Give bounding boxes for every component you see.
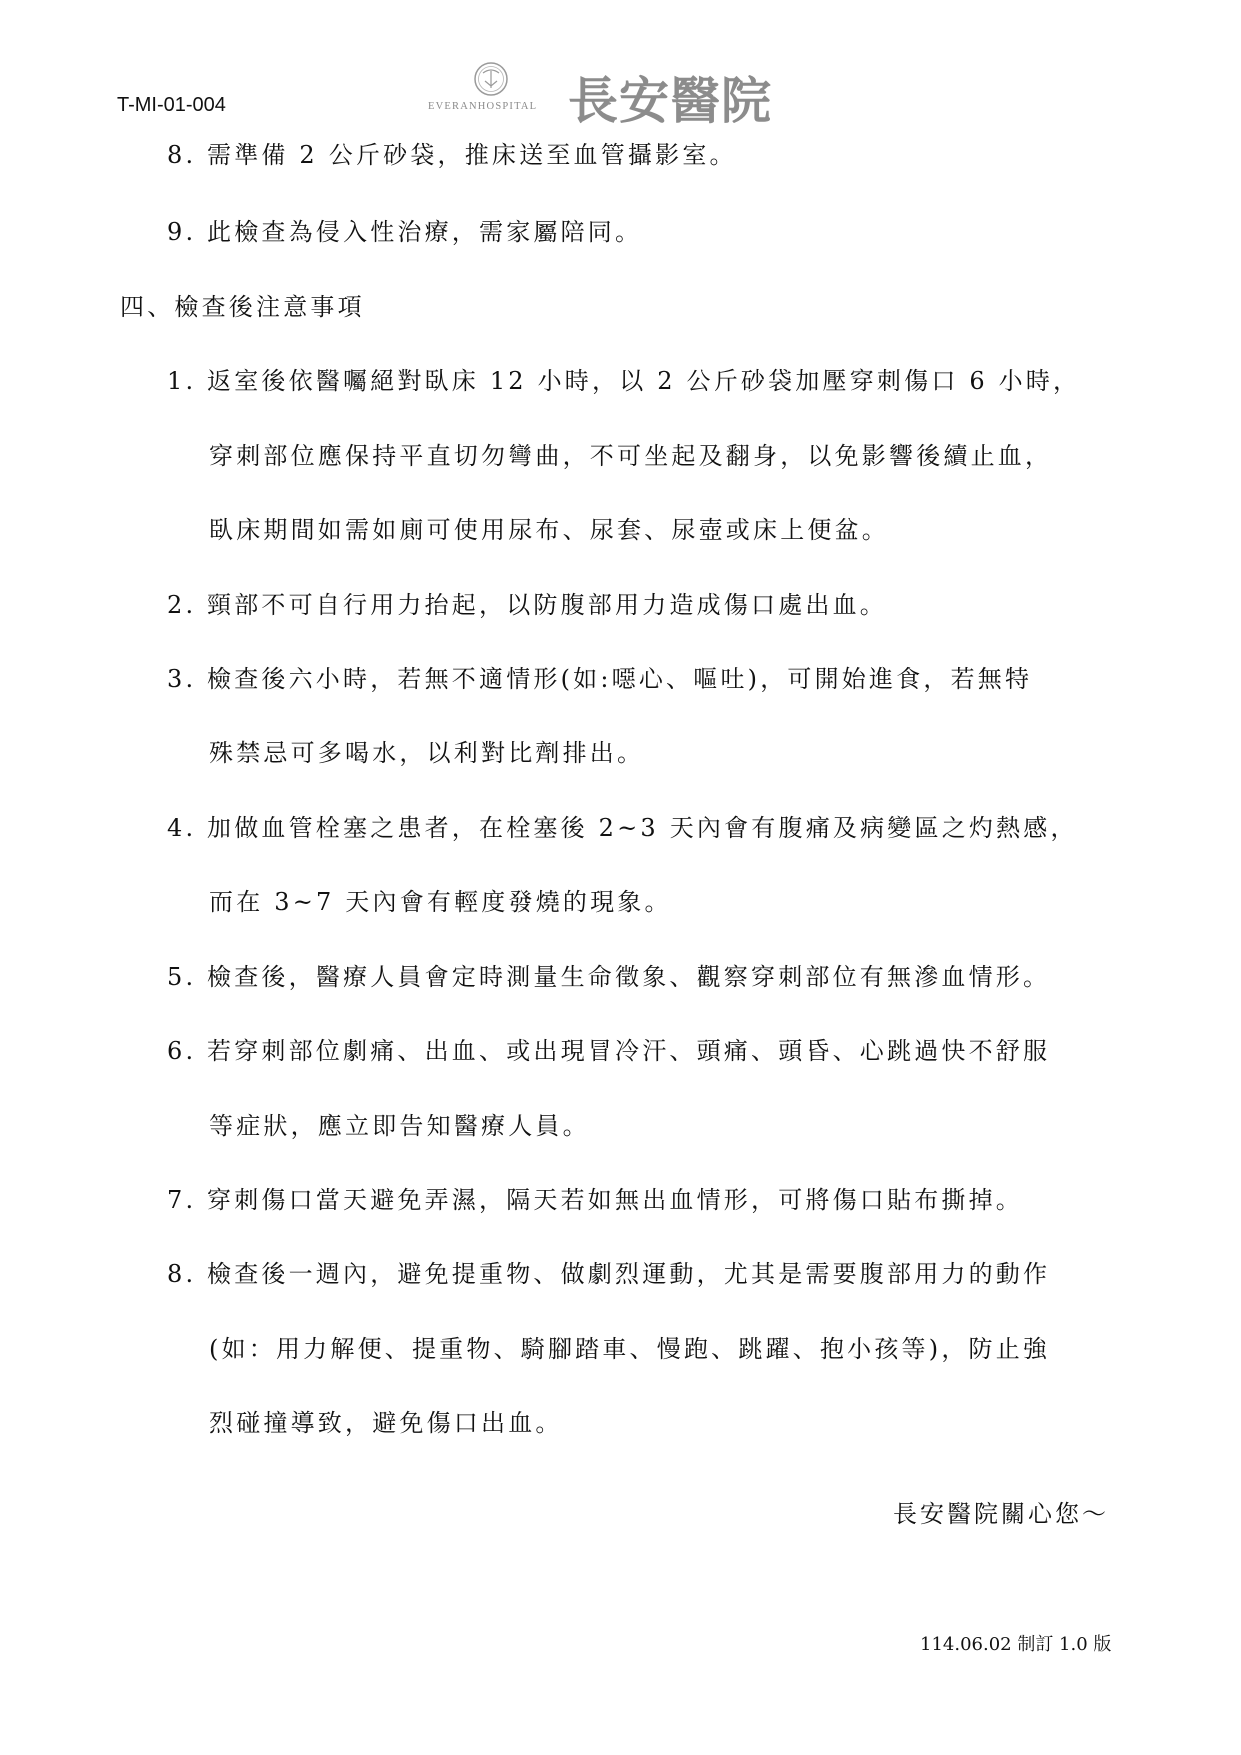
post-item-8 xyxy=(167,1262,1050,1286)
post-item-3 xyxy=(167,667,1032,691)
version-note: 114.06.02 制訂 1.0 版 xyxy=(920,1634,1112,1655)
post-item-8-line-3: 烈碰撞導致，避免傷口出血。 xyxy=(209,1409,563,1437)
post-item-8-line-2: (如：用力解便、提重物、騎腳踏車、慢跑、跳躍、抱小孩等)，防止強 xyxy=(209,1335,1051,1363)
item-text: 此檢查為侵入性治療，需家屬陪同。 xyxy=(207,218,643,246)
item-number: 8. xyxy=(167,1260,197,1288)
post-item-3-line-2: 殊禁忌可多喝水，以利對比劑排出。 xyxy=(209,739,645,767)
item-text: 需準備 2 公斤砂袋，推床送至血管攝影室。 xyxy=(207,141,737,169)
item-number: 2. xyxy=(167,591,197,619)
item-number: 1. xyxy=(167,367,197,395)
item-number: 7. xyxy=(167,1186,197,1214)
pre-item-8 xyxy=(167,143,737,167)
post-item-6 xyxy=(167,1039,1050,1063)
item-number: 9. xyxy=(167,218,197,246)
item-number: 4. xyxy=(167,814,197,842)
post-item-2 xyxy=(167,593,887,617)
item-number: 3. xyxy=(167,665,197,693)
item-text: 返室後依醫囑絕對臥床 12 小時，以 2 公斤砂袋加壓穿刺傷口 6 小時， xyxy=(207,367,1081,395)
post-item-5 xyxy=(167,965,1050,989)
post-item-1 xyxy=(167,369,1080,393)
item-text: 頸部不可自行用力抬起，以防腹部用力造成傷口處出血。 xyxy=(207,591,887,619)
item-number: 5. xyxy=(167,963,197,991)
item-text: 若穿刺部位劇痛、出血、或出現冒冷汗、頭痛、頭昏、心跳過快不舒服 xyxy=(207,1037,1051,1065)
item-text: 加做血管栓塞之患者，在栓塞後 2~3 天內會有腹痛及病變區之灼熱感， xyxy=(207,814,1078,842)
pre-item-9 xyxy=(167,220,642,244)
logo-english-name: EVERANHOSPITAL xyxy=(428,101,538,112)
document-code: T-MI-01-004 xyxy=(117,94,226,116)
logo-chinese-name: 長安醫院 xyxy=(568,72,772,130)
post-item-6-line-2: 等症狀，應立即告知醫療人員。 xyxy=(209,1112,590,1140)
post-item-1-line-2: 穿刺部位應保持平直切勿彎曲，不可坐起及翻身，以免影響後續止血， xyxy=(209,442,1053,470)
closing-message: 長安醫院關心您～ xyxy=(893,1500,1109,1528)
section-heading: 四、檢查後注意事項 xyxy=(120,293,365,321)
hospital-emblem-icon xyxy=(471,59,511,99)
post-item-4-line-2: 而在 3~7 天內會有輕度發燒的現象。 xyxy=(209,888,672,916)
item-number: 6. xyxy=(167,1037,197,1065)
post-item-1-line-3: 臥床期間如需如廁可使用尿布、尿套、尿壺或床上便盆。 xyxy=(209,516,889,544)
item-number: 8. xyxy=(167,141,197,169)
item-text: 檢查後，醫療人員會定時測量生命徵象、觀察穿刺部位有無滲血情形。 xyxy=(207,963,1051,991)
post-item-4 xyxy=(167,816,1078,840)
item-text: 穿刺傷口當天避免弄濕，隔天若如無出血情形，可將傷口貼布撕掉。 xyxy=(207,1186,1023,1214)
item-text: 檢查後一週內，避免提重物、做劇烈運動，尤其是需要腹部用力的動作 xyxy=(207,1260,1051,1288)
post-item-7 xyxy=(167,1188,1023,1212)
item-text: 檢查後六小時，若無不適情形(如:噁心、嘔吐)，可開始進食，若無特 xyxy=(207,665,1033,693)
hospital-logo xyxy=(428,55,828,130)
